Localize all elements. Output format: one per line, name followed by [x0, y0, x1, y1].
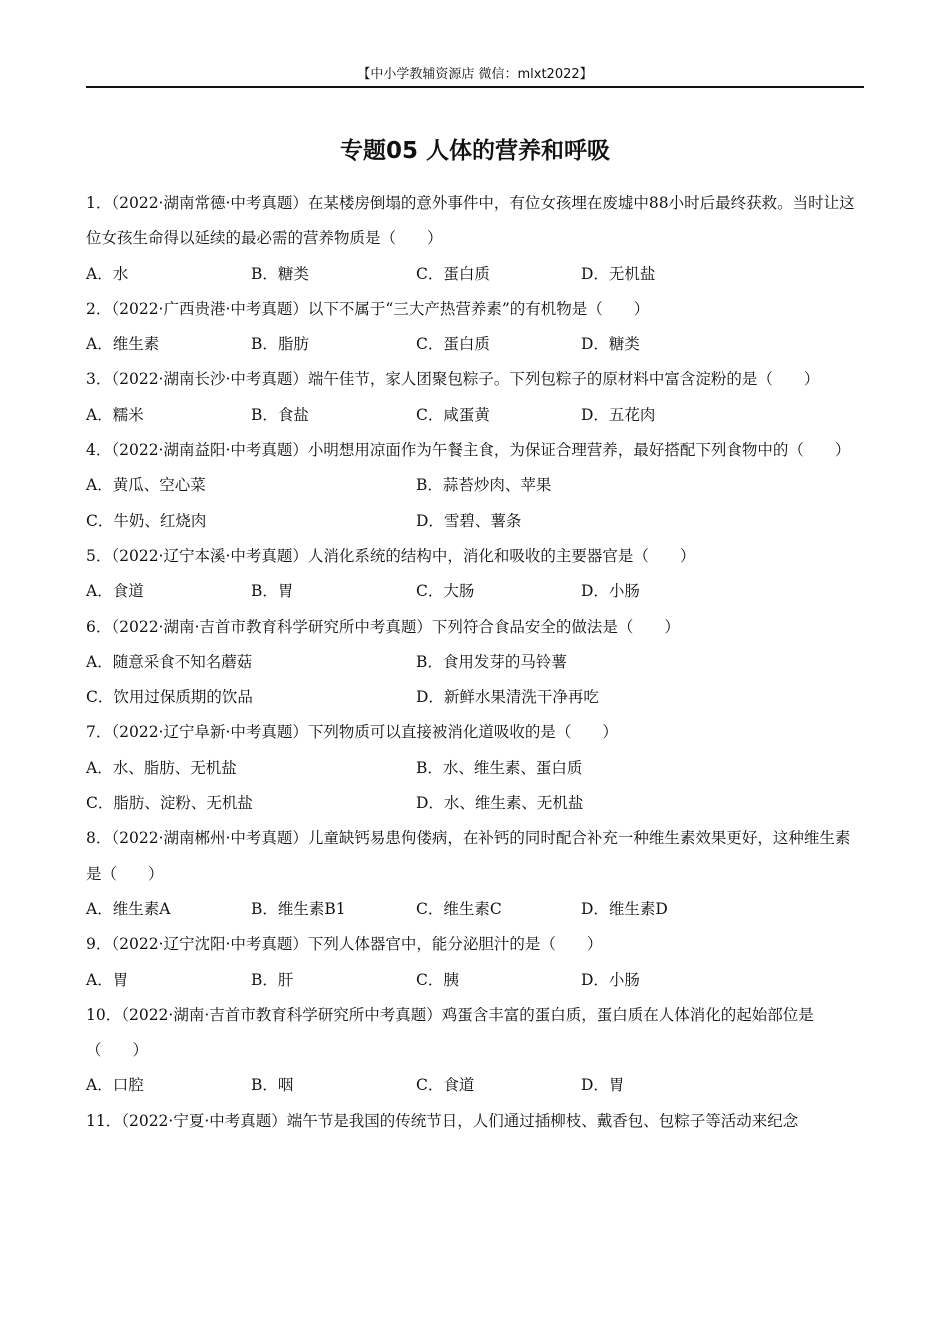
question-8: [86, 821, 864, 927]
option-c: C．咸蛋黄: [416, 405, 490, 424]
question-11: [86, 1104, 864, 1139]
question-1: [86, 186, 864, 292]
option-a: A．水: [86, 264, 129, 283]
option-b: B．糖类: [251, 264, 309, 283]
option-c: C．维生素C: [416, 899, 502, 918]
option-b: B．脂肪: [251, 335, 309, 354]
option-c: C．食道: [416, 1076, 475, 1095]
option-a: A．黄瓜、空心菜: [86, 476, 206, 495]
option-b: B．水、维生素、蛋白质: [416, 758, 583, 777]
option-d: D．维生素D: [581, 899, 668, 918]
question-4: [86, 433, 864, 539]
question-stem: 11．（2022·宁夏·中考真题）端午节是我国的传统节日，人们通过插柳枝、戴香包、包粽子等活动来纪念: [86, 1111, 799, 1130]
option-d: D．新鲜水果清洗干净再吃: [416, 688, 599, 707]
option-d: D．小肠: [581, 582, 640, 601]
option-c: C．大肠: [416, 582, 475, 601]
option-c: C．脂肪、淀粉、无机盐: [86, 794, 253, 813]
option-c: C．蛋白质: [416, 264, 490, 283]
question-stem: 9．（2022·辽宁沈阳·中考真题）下列人体器官中，能分泌胆汁的是（ ）: [86, 935, 603, 954]
page-header: 【中小学教辅资源店 微信：mlxt2022】: [86, 64, 864, 88]
option-c: C．胰: [416, 970, 459, 989]
question-stem: 2．（2022·广西贵港·中考真题）以下不属于“三大产热营养素”的有机物是（ ）: [86, 299, 650, 318]
option-c: C．蛋白质: [416, 335, 490, 354]
option-a: A．维生素: [86, 335, 160, 354]
option-b: B．蒜苔炒肉、苹果: [416, 476, 552, 495]
option-c: C．牛奶、红烧肉: [86, 511, 207, 530]
option-a: A．水、脂肪、无机盐: [86, 758, 237, 777]
question-9: [86, 927, 864, 998]
question-5: [86, 539, 864, 610]
question-7: [86, 715, 864, 821]
page-title: 专题05 人体的营养和呼吸: [339, 138, 610, 164]
option-b: B．维生素B1: [251, 899, 346, 918]
option-b: B．胃: [251, 582, 294, 601]
option-d: D．雪碧、薯条: [416, 511, 522, 530]
question-list: [86, 186, 864, 1139]
option-d: D．无机盐: [581, 264, 656, 283]
question-stem: 4．（2022·湖南益阳·中考真题）小明想用凉面作为午餐主食，为保证合理营养，最好搭配下列食物中的（ ）: [86, 441, 851, 460]
option-d: D．五花肉: [581, 405, 656, 424]
question-stem: 8．（2022·湖南郴州·中考真题）儿童缺钙易患佝偻病，在补钙的同时配合补充一种维生素效果更好，这种维生素是（ ）: [86, 829, 851, 883]
option-d: D．胃: [581, 1076, 625, 1095]
option-a: A．糯米: [86, 405, 144, 424]
question-stem: 5．（2022·辽宁本溪·中考真题）人消化系统的结构中，消化和吸收的主要器官是（ ）: [86, 546, 696, 565]
option-a: A．口腔: [86, 1076, 144, 1095]
option-a: A．胃: [86, 970, 129, 989]
option-b: B．食盐: [251, 405, 309, 424]
question-6: [86, 610, 864, 716]
question-stem: 3．（2022·湖南长沙·中考真题）端午佳节，家人团聚包粽子。下列包粽子的原材料中富含淀粉的是（ ）: [86, 370, 820, 389]
question-stem: 6．（2022·湖南·吉首市教育科学研究所中考真题）下列符合食品安全的做法是（ ）: [86, 617, 680, 636]
option-b: B．肝: [251, 970, 294, 989]
option-a: A．随意采食不知名蘑菇: [86, 652, 253, 671]
question-10: [86, 998, 864, 1104]
question-stem: 10．（2022·湖南·吉首市教育科学研究所中考真题）鸡蛋含丰富的蛋白质，蛋白质在人体消化的起始部位是（ ）: [86, 1005, 814, 1060]
option-d: D．水、维生素、无机盐: [416, 794, 584, 813]
question-stem: 1．（2022·湖南常德·中考真题）在某楼房倒塌的意外事件中，有位女孩埋在废墟中88小时后最终获救。当时让这位女孩生命得以延续的最必需的营养物质是（ ）: [86, 194, 855, 248]
option-d: D．糖类: [581, 335, 640, 354]
option-d: D．小肠: [581, 970, 640, 989]
question-2: [86, 292, 864, 363]
option-c: C．饮用过保质期的饮品: [86, 688, 253, 707]
option-b: B．咽: [251, 1076, 294, 1095]
option-b: B．食用发芽的马铃薯: [416, 652, 567, 671]
option-a: A．维生素A: [86, 899, 171, 918]
question-stem: 7．（2022·辽宁阜新·中考真题）下列物质可以直接被消化道吸收的是（ ）: [86, 723, 618, 742]
option-a: A．食道: [86, 582, 144, 601]
question-3: [86, 362, 864, 433]
